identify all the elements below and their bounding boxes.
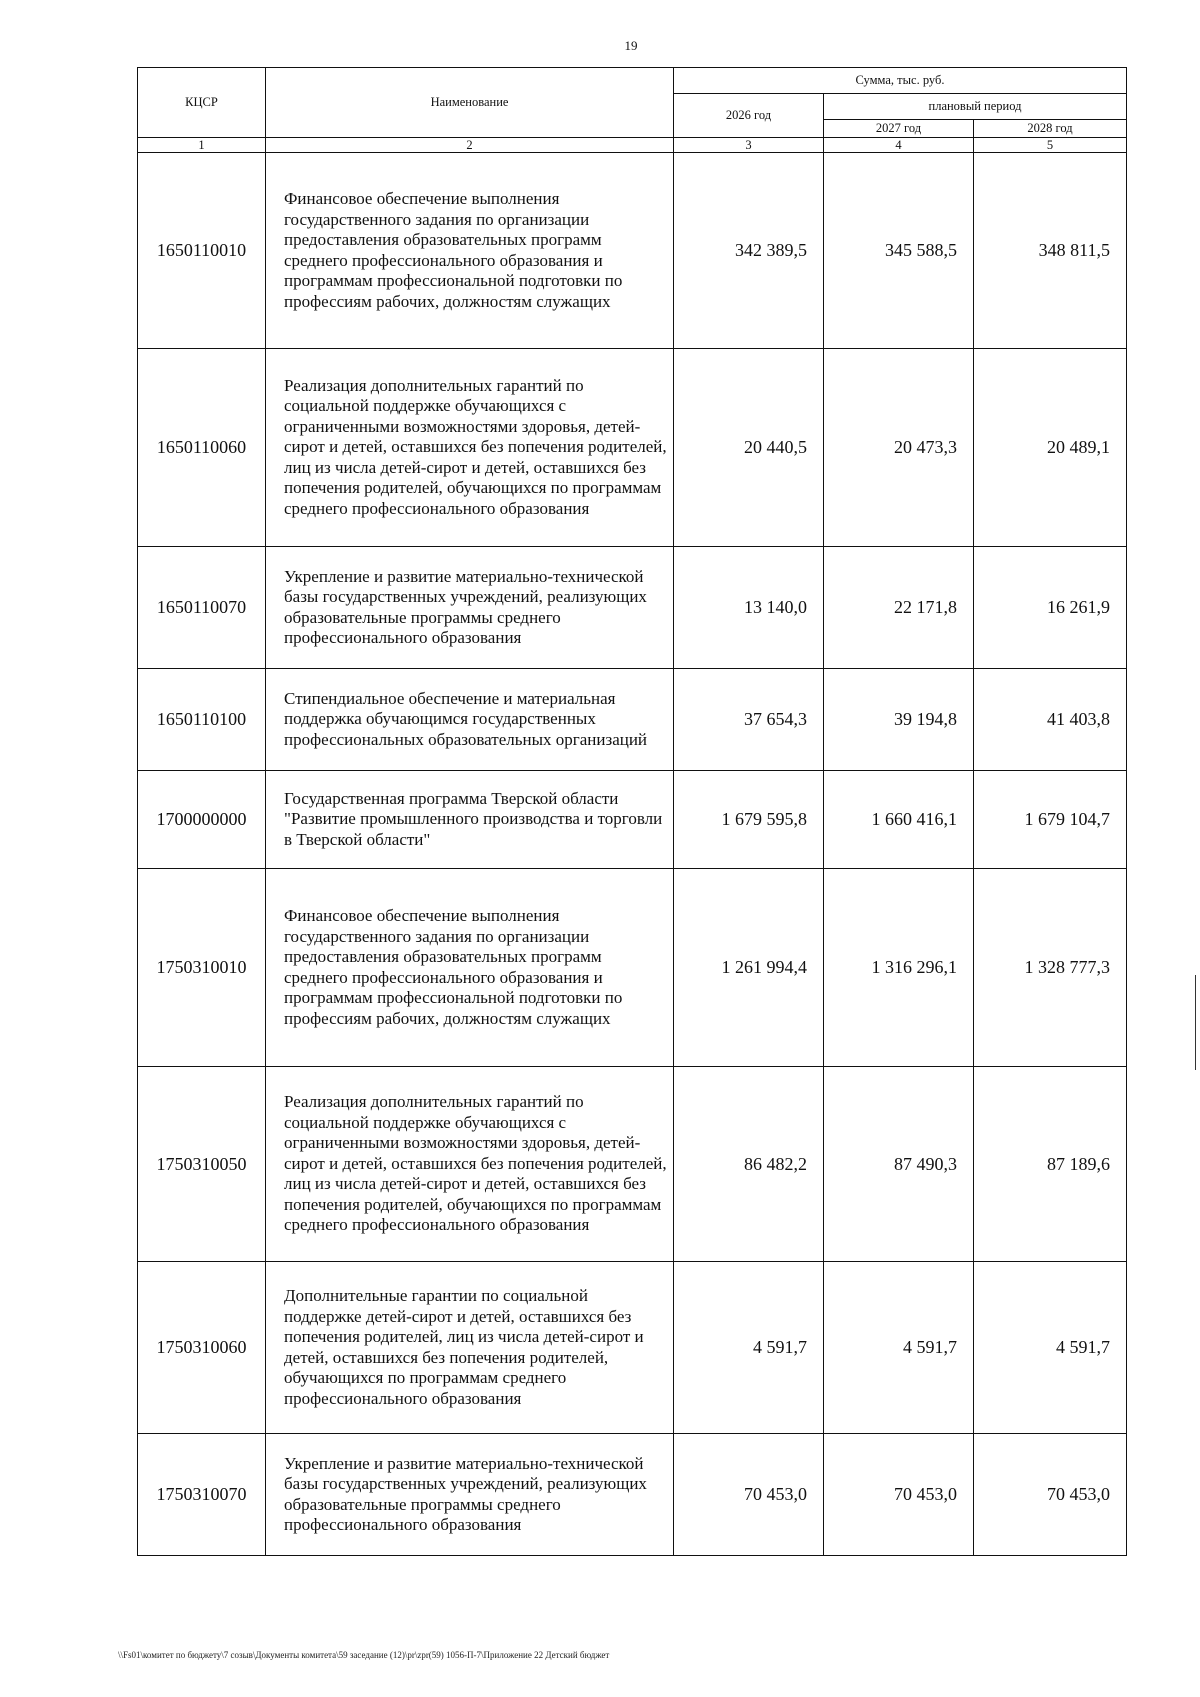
table-row-program — [138, 771, 1127, 869]
row-value-2027: 39 194,8 — [824, 669, 974, 771]
row-code: 1650110060 — [138, 349, 266, 547]
footer-file-path: \\Fs01\комитет по бюджету\7 созыв\Документы комитета\59 заседание (12)\pr\zpr(59) 1056-П-7\Приложение 22 Детский бюджет — [118, 1650, 610, 1660]
row-value-2026: 13 140,0 — [674, 547, 824, 669]
row-name: Стипендиальное обеспечение и материальная поддержка обучающимся государственных профессиональных образовательных организаций — [266, 669, 674, 771]
row-code: 1750310060 — [138, 1262, 266, 1434]
budget-table — [137, 67, 1127, 1556]
row-value-2027: 345 588,5 — [824, 153, 974, 349]
row-value-2028: 348 811,5 — [974, 153, 1127, 349]
table-row — [138, 1434, 1127, 1556]
table-row — [138, 349, 1127, 547]
row-value-2026: 86 482,2 — [674, 1067, 824, 1262]
row-value-2026: 342 389,5 — [674, 153, 824, 349]
header-sum: Сумма, тыс. руб. — [674, 68, 1127, 94]
scan-edge-line — [1195, 975, 1196, 1070]
row-value-2028: 20 489,1 — [974, 349, 1127, 547]
row-name: Реализация дополнительных гарантий по социальной поддержке обучающихся с ограниченными возможностями здоровья, детей-сирот и детей, оставшихся без попечения родителей, лиц из числа детей-сирот и детей, оставшихся без попечения родителей, обучающихся по программам среднего профессионального образования — [266, 1067, 674, 1262]
table-row — [138, 153, 1127, 349]
row-value-2027: 70 453,0 — [824, 1434, 974, 1556]
row-name: Финансовое обеспечение выполнения государственного задания по организации предоставления образовательных программ среднего профессионального образования и программам профессиональной подготовки по профессиям рабочих, должностям служащих — [266, 869, 674, 1067]
row-value-2027: 4 591,7 — [824, 1262, 974, 1434]
row-value-2026: 4 591,7 — [674, 1262, 824, 1434]
header-2027: 2027 год — [824, 120, 974, 138]
row-value-2028: 70 453,0 — [974, 1434, 1127, 1556]
table-row — [138, 669, 1127, 771]
header-code: КЦСР — [138, 68, 266, 138]
col-number: 5 — [974, 138, 1127, 153]
row-name: Дополнительные гарантии по социальной поддержке детей-сирот и детей, оставшихся без попечения родителей, лиц из числа детей-сирот и детей, оставшихся без попечения родителей, обучающихся по программам среднего профессионального образования — [266, 1262, 674, 1434]
row-name: Укрепление и развитие материально-технической базы государственных учреждений, реализующих образовательные программы среднего профессионального образования — [266, 547, 674, 669]
table-row — [138, 1262, 1127, 1434]
header-plan-period: плановый период — [824, 94, 1127, 120]
row-name: Финансовое обеспечение выполнения государственного задания по организации предоставления образовательных программ среднего профессионального образования и программам профессиональной подготовки по профессиям рабочих, должностям служащих — [266, 153, 674, 349]
row-value-2026: 1 679 595,8 — [674, 771, 824, 869]
row-code: 1650110100 — [138, 669, 266, 771]
row-value-2028: 1 328 777,3 — [974, 869, 1127, 1067]
row-value-2026: 1 261 994,4 — [674, 869, 824, 1067]
row-value-2026: 70 453,0 — [674, 1434, 824, 1556]
header-name: Наименование — [266, 68, 674, 138]
col-number: 1 — [138, 138, 266, 153]
row-value-2028: 4 591,7 — [974, 1262, 1127, 1434]
row-value-2028: 41 403,8 — [974, 669, 1127, 771]
row-value-2028: 87 189,6 — [974, 1067, 1127, 1262]
row-code: 1650110070 — [138, 547, 266, 669]
row-value-2027: 87 490,3 — [824, 1067, 974, 1262]
header-2028: 2028 год — [974, 120, 1127, 138]
table-row — [138, 547, 1127, 669]
row-code: 1750310070 — [138, 1434, 266, 1556]
col-number: 3 — [674, 138, 824, 153]
col-number: 4 — [824, 138, 974, 153]
row-value-2028: 16 261,9 — [974, 547, 1127, 669]
row-code: 1700000000 — [138, 771, 266, 869]
row-value-2027: 22 171,8 — [824, 547, 974, 669]
row-value-2027: 1 660 416,1 — [824, 771, 974, 869]
row-value-2026: 20 440,5 — [674, 349, 824, 547]
table-row — [138, 869, 1127, 1067]
page-number: 19 — [624, 38, 638, 53]
row-value-2028: 1 679 104,7 — [974, 771, 1127, 869]
row-value-2027: 20 473,3 — [824, 349, 974, 547]
row-name: Государственная программа Тверской области "Развитие промышленного производства и торговли в Тверской области" — [266, 771, 674, 869]
row-value-2027: 1 316 296,1 — [824, 869, 974, 1067]
header-2026: 2026 год — [674, 94, 824, 138]
row-name: Реализация дополнительных гарантий по социальной поддержке обучающихся с ограниченными возможностями здоровья, детей-сирот и детей, оставшихся без попечения родителей, лиц из числа детей-сирот и детей, оставшихся без попечения родителей, обучающихся по программам среднего профессионального образования — [266, 349, 674, 547]
row-code: 1650110010 — [138, 153, 266, 349]
row-code: 1750310050 — [138, 1067, 266, 1262]
row-value-2026: 37 654,3 — [674, 669, 824, 771]
row-name: Укрепление и развитие материально-технической базы государственных учреждений, реализующих образовательные программы среднего профессионального образования — [266, 1434, 674, 1556]
col-number: 2 — [266, 138, 674, 153]
row-code: 1750310010 — [138, 869, 266, 1067]
table-row — [138, 1067, 1127, 1262]
